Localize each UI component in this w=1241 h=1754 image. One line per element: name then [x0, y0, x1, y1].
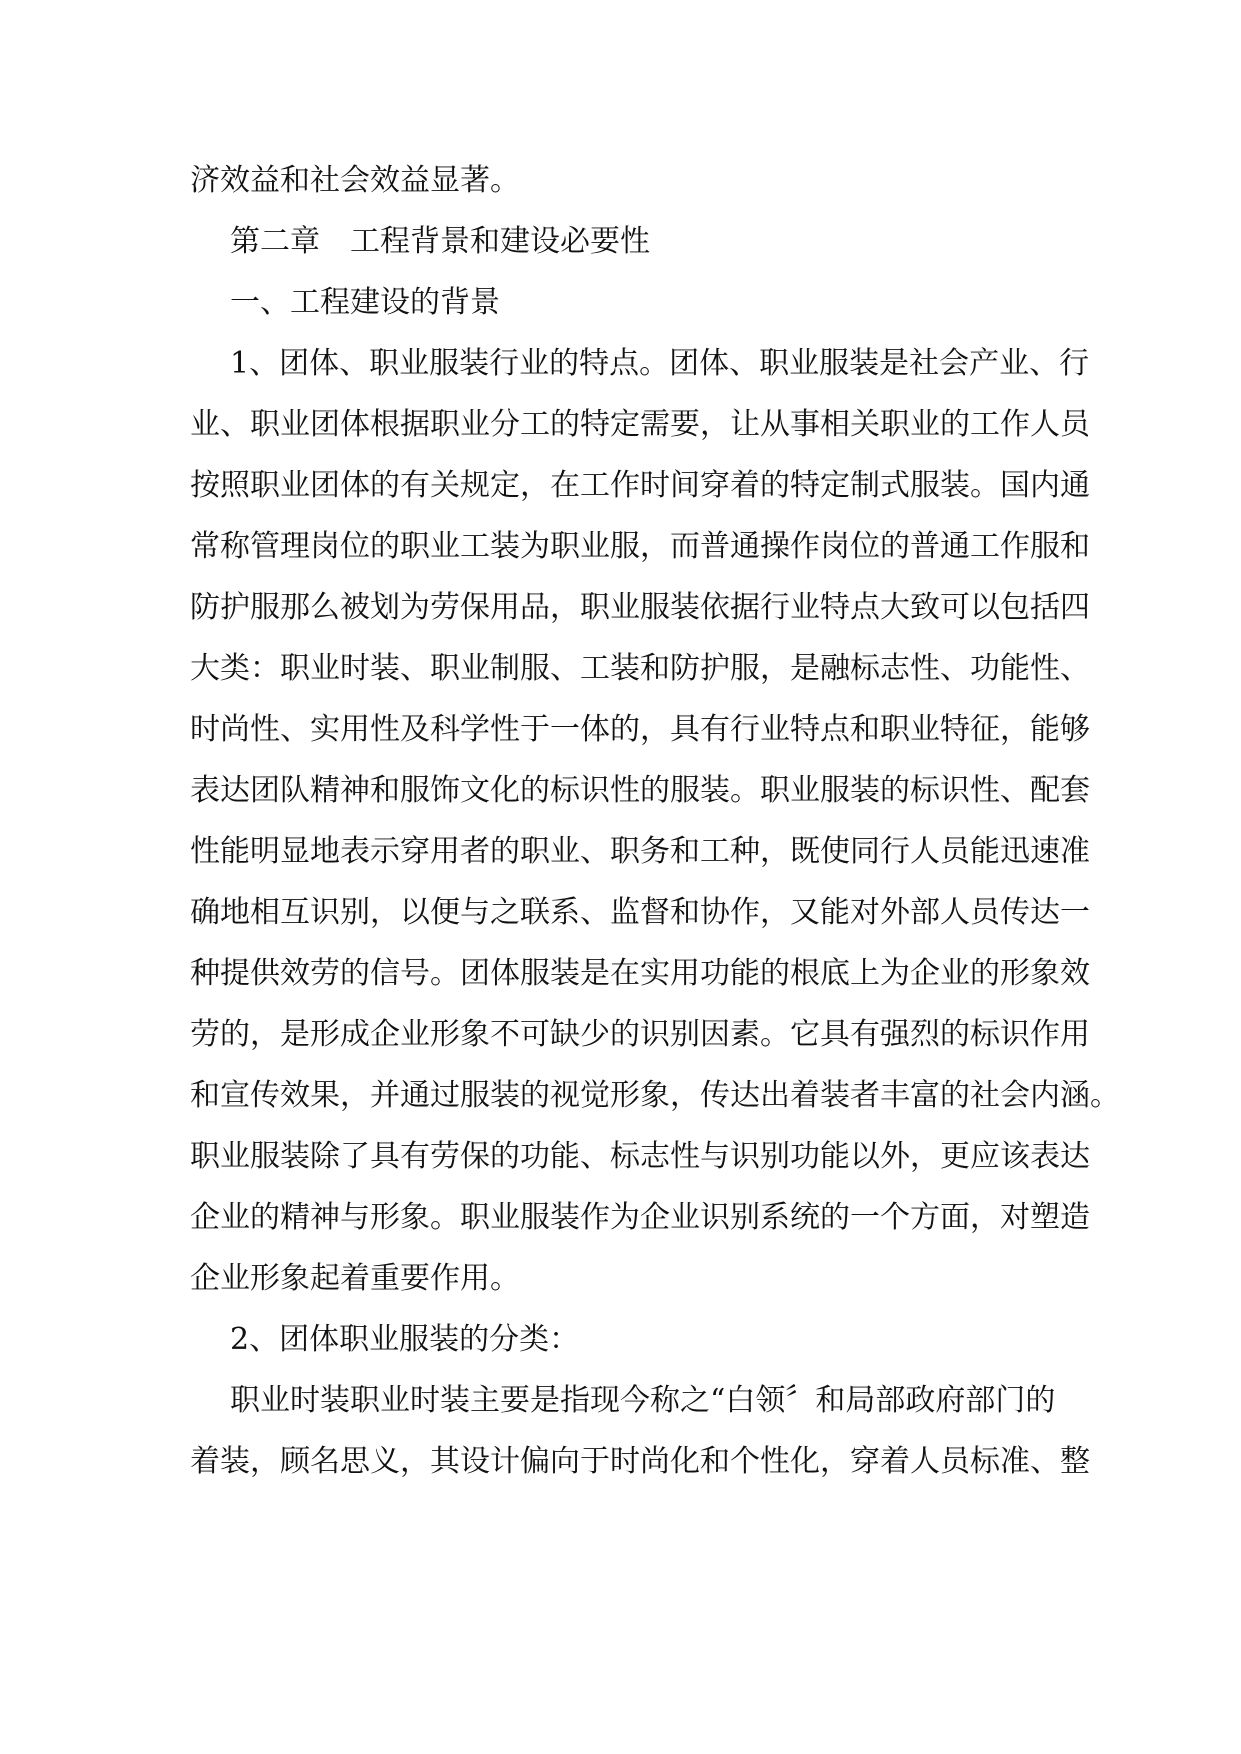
- paragraph-line: 表达团队精神和服饰文化的标识性的服装。职业服装的标识性、配套: [190, 773, 1090, 808]
- paragraph-line: 着装，顾名思义，其设计偏向于时尚化和个性化，穿着人员标准、整: [190, 1444, 1090, 1479]
- paragraph-line: 职业服装除了具有劳保的功能、标志性与识别功能以外，更应该表达: [190, 1139, 1090, 1174]
- section-heading: 一、工程建设的背景: [230, 285, 500, 320]
- body-text: [190, 150, 1120, 1492]
- paragraph-line: 防护服那么被划为劳保用品，职业服装依据行业特点大致可以包括四: [190, 590, 1090, 625]
- chapter-heading: 第二章 工程背景和建设必要性: [230, 224, 650, 259]
- paragraph-line: 业、职业团体根据职业分工的特定需要，让从事相关职业的工作人员: [190, 407, 1090, 442]
- paragraph-line: 常称管理岗位的职业工装为职业服，而普通操作岗位的普通工作服和: [190, 529, 1090, 564]
- paragraph-line: 济效益和社会效益显著。: [190, 163, 520, 198]
- paragraph-line: 按照职业团体的有关规定，在工作时间穿着的特定制式服装。国内通: [190, 468, 1090, 503]
- subsection-heading: 2、团体职业服装的分类：: [230, 1322, 580, 1357]
- paragraph-line: 1、团体、职业服装行业的特点。团体、职业服装是社会产业、行: [230, 346, 1090, 381]
- paragraph-line: 性能明显地表示穿用者的职业、职务和工种，既使同行人员能迅速准: [190, 834, 1090, 869]
- paragraph-line: 和宣传效果，并通过服装的视觉形象，传达出着装者丰富的社会内涵。: [190, 1078, 1120, 1113]
- paragraph-line: 确地相互识别，以便与之联系、监督和协作，又能对外部人员传达一: [190, 895, 1090, 930]
- paragraph-line: 职业时装职业时装主要是指现今称之“白领〞和局部政府部门的: [230, 1383, 1056, 1418]
- paragraph-line: 种提供效劳的信号。团体服装是在实用功能的根底上为企业的形象效: [190, 956, 1090, 991]
- paragraph-line: 企业形象起着重要作用。: [190, 1261, 520, 1296]
- paragraph-line: 企业的精神与形象。职业服装作为企业识别系统的一个方面，对塑造: [190, 1200, 1090, 1235]
- paragraph-line: 大类：职业时装、职业制服、工装和防护服，是融标志性、功能性、: [190, 651, 1090, 686]
- paragraph-line: 劳的，是形成企业形象不可缺少的识别因素。它具有强烈的标识作用: [190, 1017, 1090, 1052]
- paragraph-line: 时尚性、实用性及科学性于一体的，具有行业特点和职业特征，能够: [190, 712, 1090, 747]
